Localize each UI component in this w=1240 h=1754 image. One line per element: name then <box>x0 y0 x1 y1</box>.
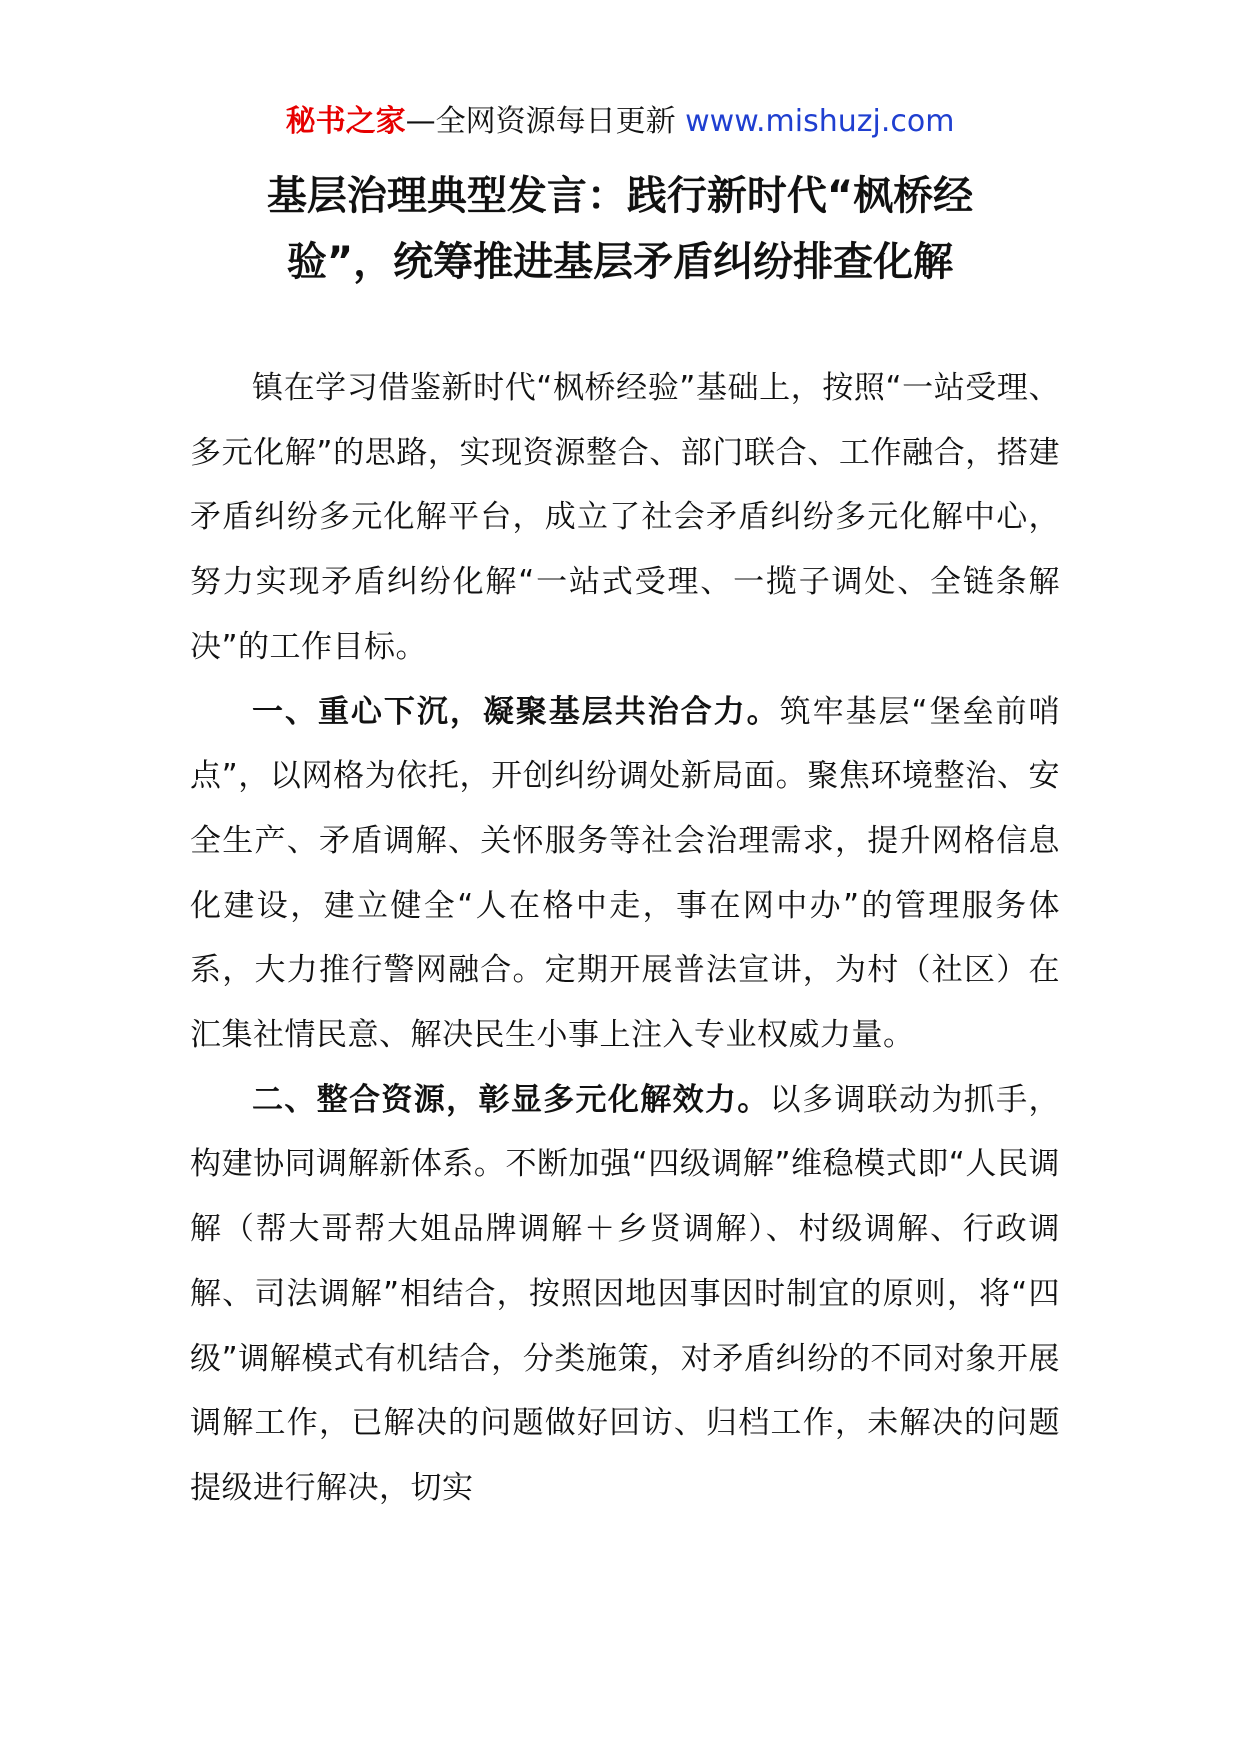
document-title-line-2: 验”，统筹推进基层矛盾纠纷排查化解 <box>286 239 954 285</box>
document-title <box>190 163 1050 295</box>
document-title-line-1: 基层治理典型发言：践行新时代“枫桥经 <box>266 173 974 219</box>
site-name: 秘书之家 <box>285 104 406 139</box>
site-tagline: —全网资源每日更新 <box>405 104 686 139</box>
document-body <box>190 356 1060 1521</box>
section-2-text: 以多调联动为抓手，构建协同调解新体系。不断加强“四级调解”维稳模式即“人民调解（帮大哥帮大姐品牌调解＋乡贤调解）、村级调解、行政调解、司法调解”相结合，按照因地因事因时制宜的原则，将“四级”调解模式有机结合，分类施策，对矛盾纠纷的不同对象开展调解工作，已解决的问题做好回访、归档工作，未解决的问题提级进行解决，切实 <box>190 1081 1061 1506</box>
site-url-link[interactable]: www.mishuzj.com <box>685 104 955 139</box>
paragraph-section-1 <box>190 680 1060 1068</box>
site-header <box>0 100 1240 144</box>
paragraph-intro <box>190 356 1060 680</box>
paragraph-intro-text: 镇在学习借鉴新时代“枫桥经验”基础上，按照“一站受理、多元化解”的思路，实现资源整合、部门联合、工作融合，搭建矛盾纠纷多元化解平台，成立了社会矛盾纠纷多元化解中心，努力实现矛盾纠纷化解“一站式受理、一揽子调处、全链条解决”的工作目标。 <box>190 370 1060 665</box>
paragraph-section-2 <box>190 1068 1060 1521</box>
section-1-heading: 一、重心下沉，凝聚基层共治合力。 <box>252 693 780 730</box>
section-2-heading: 二、整合资源，彰显多元化解效力。 <box>252 1081 770 1118</box>
section-1-text: 筑牢基层“堡垒前哨点”，以网格为依托，开创纠纷调处新局面。聚焦环境整治、安全生产、矛盾调解、关怀服务等社会治理需求，提升网格信息化建设，建立健全“人在格中走，事在网中办”的管理服务体系，大力推行警网融合。定期开展普法宣讲，为村（社区）在汇集社情民意、解决民生小事上注入专业权威力量。 <box>190 693 1060 1054</box>
